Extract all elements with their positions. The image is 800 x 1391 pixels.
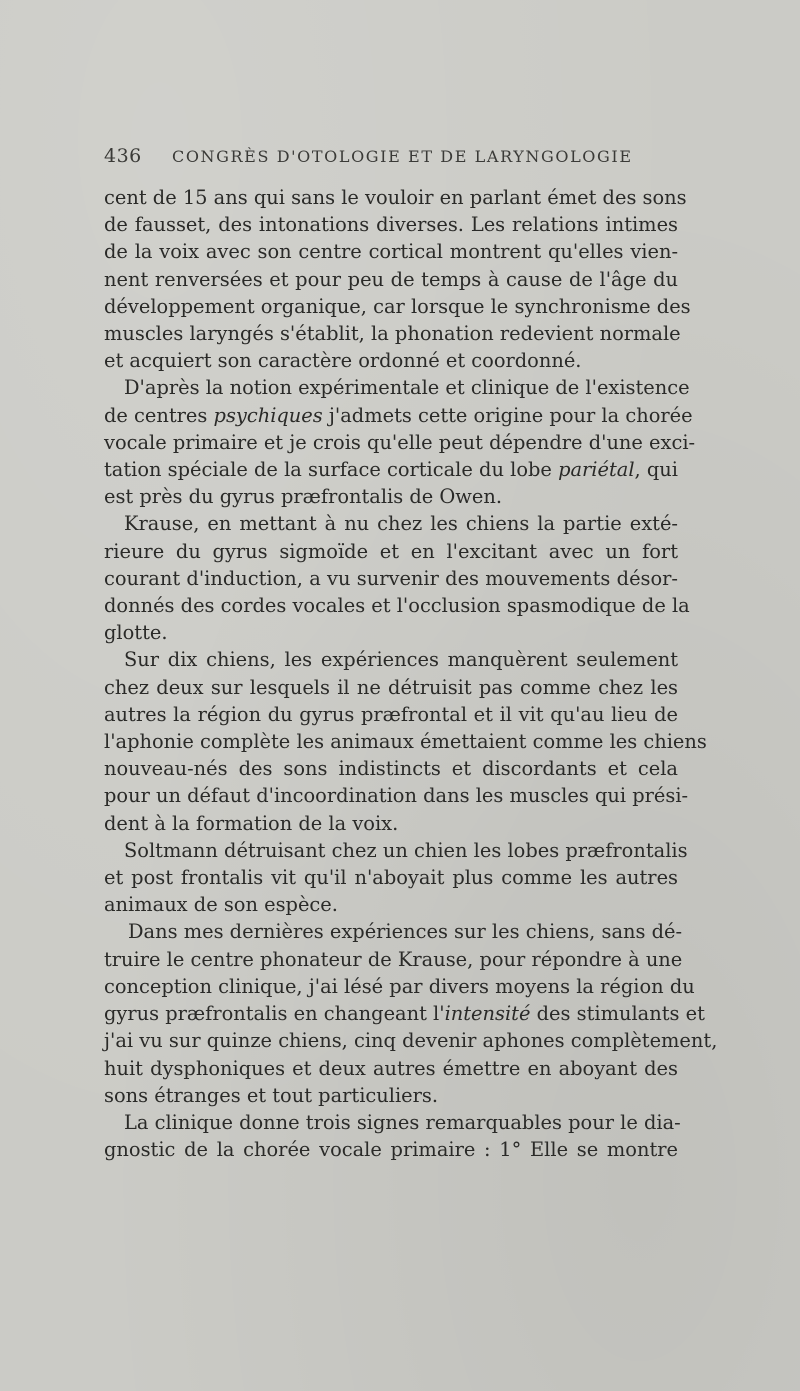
text-line: Sur dix chiens, les expériences manquèrent seulement [124, 648, 678, 672]
text-line: autres la région du gyrus præfrontal et il vit qu'au lieu de [104, 702, 678, 726]
paragraph-6 [104, 918, 718, 1108]
paragraph-1 [104, 184, 691, 374]
italic-term: psychiques [213, 403, 323, 427]
paragraph-7 [104, 1109, 681, 1163]
text-line: vocale primaire et je crois qu'elle peut dépendre d'une exci- [104, 430, 696, 454]
text-line: est près du gyrus præfrontalis de Owen. [104, 485, 503, 509]
text-line: D'après la notion expérimentale et clinique de l'existence [124, 376, 690, 400]
text-line: rieure du gyrus sigmoïde et en l'excitant avec un fort [104, 539, 678, 563]
text-line: nouveau-nés des sons indistincts et discordants et cela [104, 757, 678, 781]
text-line: l'aphonie complète les animaux émettaient comme les chiens [104, 730, 707, 754]
text-line: nent renversées et pour peu de temps à cause de l'âge du [104, 267, 678, 291]
text-line: animaux de son espèce. [104, 893, 338, 917]
text-line: Krause, en mettant à nu chez les chiens la partie exté- [124, 512, 678, 536]
paragraph-4 [104, 646, 707, 836]
text-line: Dans mes dernières expériences sur les chiens, sans dé- [128, 920, 683, 944]
text-line: gyrus præfrontalis en changeant l'intensité des stimulants et [104, 1002, 705, 1026]
italic-term: intensité [444, 1002, 531, 1026]
text-line: tation spéciale de la surface corticale du lobe pariétal, qui [104, 458, 678, 482]
text-line: truire le centre phonateur de Krause, pour répondre à une [104, 947, 683, 971]
text-line: huit dysphoniques et deux autres émettre en aboyant des [104, 1056, 678, 1080]
text-line: pour un défaut d'incoordination dans les muscles qui prési- [104, 784, 689, 808]
paragraph-5 [104, 837, 688, 919]
text-line: de centres psychiques j'admets cette origine pour la chorée [104, 403, 693, 427]
text-line: La clinique donne trois signes remarquables pour le dia- [124, 1110, 681, 1134]
text-line: et post frontalis vit qu'il n'aboyait plus comme les autres [104, 866, 678, 890]
text-line: et acquiert son caractère ordonné et coordonné. [104, 349, 582, 373]
text-line: j'ai vu sur quinze chiens, cinq devenir aphones complètement, [104, 1029, 718, 1053]
text-line: donnés des cordes vocales et l'occlusion spasmodique de la [104, 594, 690, 618]
text-line: sons étranges et tout particuliers. [104, 1083, 439, 1107]
text-line: dent à la formation de la voix. [104, 811, 399, 835]
text-line: gnostic de la chorée vocale primaire : 1° Elle se montre [104, 1138, 678, 1162]
body-text [104, 184, 718, 1163]
text-line: de la voix avec son centre cortical montrent qu'elles vien- [104, 240, 678, 264]
paragraph-3 [104, 510, 690, 646]
running-header [104, 145, 633, 169]
text-line: Soltmann détruisant chez un chien les lobes præfrontalis [124, 838, 688, 862]
page-number: 436 [104, 145, 142, 167]
text-line: glotte. [104, 621, 168, 645]
text-line: développement organique, car lorsque le synchronisme des [104, 294, 691, 318]
paragraph-2 [104, 374, 696, 510]
italic-term: pariétal [558, 458, 635, 482]
text-line: muscles laryngés s'établit, la phonation redevient normale [104, 322, 681, 346]
text-line: courant d'induction, a vu survenir des mouvements désor- [104, 566, 678, 590]
text-line: de fausset, des intonations diverses. Les relations intimes [104, 213, 678, 237]
text-line: conception clinique, j'ai lésé par divers moyens la région du [104, 974, 695, 998]
text-line: cent de 15 ans qui sans le vouloir en parlant émet des sons [104, 186, 687, 209]
running-title: CONGRÈS D'OTOLOGIE ET DE LARYNGOLOGIE [172, 147, 633, 166]
text-line: chez deux sur lesquels il ne détruisit pas comme chez les [104, 675, 678, 699]
